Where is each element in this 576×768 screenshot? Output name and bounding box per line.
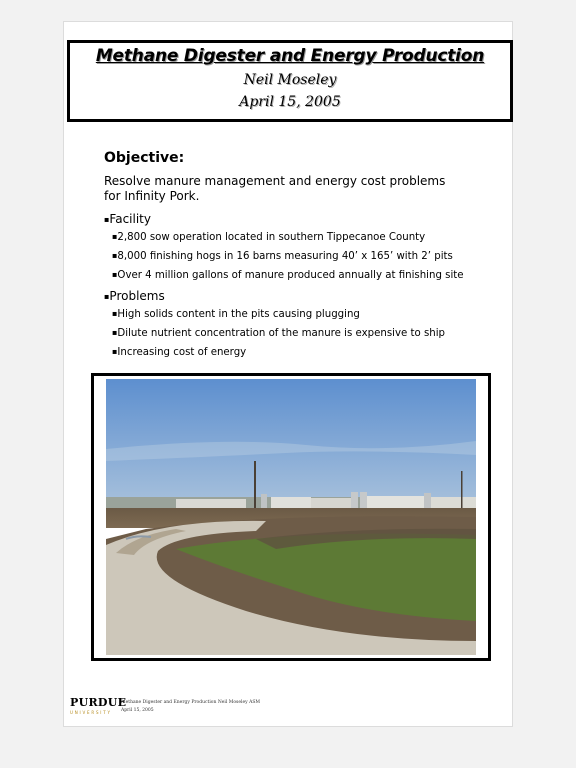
- list-item: ▪Over 4 million gallons of manure produced annually at finishing site: [112, 270, 464, 281]
- footer-text: Methane Digester and Energy Production Neil Moseley ASM: [121, 700, 261, 705]
- list-item: ▪Increasing cost of energy: [112, 347, 247, 358]
- bullet-icon: ▪: [112, 270, 118, 279]
- list-item: ▪8,000 finishing hogs in 16 barns measuring 40’ x 165’ with 2’ pits: [112, 251, 453, 262]
- list-item: ▪High solids content in the pits causing plugging: [112, 309, 360, 320]
- content-body: [104, 150, 464, 366]
- bullet-icon: ▪: [104, 215, 110, 224]
- list-item: ▪2,800 sow operation located in southern Tippecanoe County: [112, 232, 426, 243]
- bullet-icon: ▪: [112, 251, 118, 260]
- bullet-icon: ▪: [112, 328, 118, 337]
- problems-label: Problems: [109, 289, 165, 303]
- bullet-icon: ▪: [104, 292, 110, 301]
- problems-heading: [104, 289, 464, 303]
- farm-landscape-image: [106, 379, 476, 655]
- document-title: Methane Digester and Energy Production: [95, 46, 485, 66]
- objective-heading: Objective:: [104, 150, 185, 166]
- list-item: ▪Dilute nutrient concentration of the manure is expensive to ship: [112, 328, 446, 339]
- bullet-icon: ▪: [112, 309, 118, 318]
- facility-label: Facility: [109, 212, 151, 226]
- bullet-icon: ▪: [112, 232, 118, 241]
- objective-text: Resolve manure management and energy cost problems for Infinity Pork.: [104, 174, 446, 203]
- document-date: April 15, 2005: [239, 94, 341, 110]
- footer-date: April 15, 2005: [121, 708, 154, 713]
- facility-heading: [104, 212, 464, 226]
- bullet-icon: ▪: [112, 347, 118, 356]
- title-box: [67, 40, 513, 122]
- purdue-logo-subtitle: UNIVERSITY: [70, 710, 112, 715]
- author-name: Neil Moseley: [243, 72, 337, 88]
- farm-photo: [106, 379, 476, 655]
- purdue-logo: PURDUE: [70, 696, 127, 709]
- photo-frame: [91, 373, 491, 661]
